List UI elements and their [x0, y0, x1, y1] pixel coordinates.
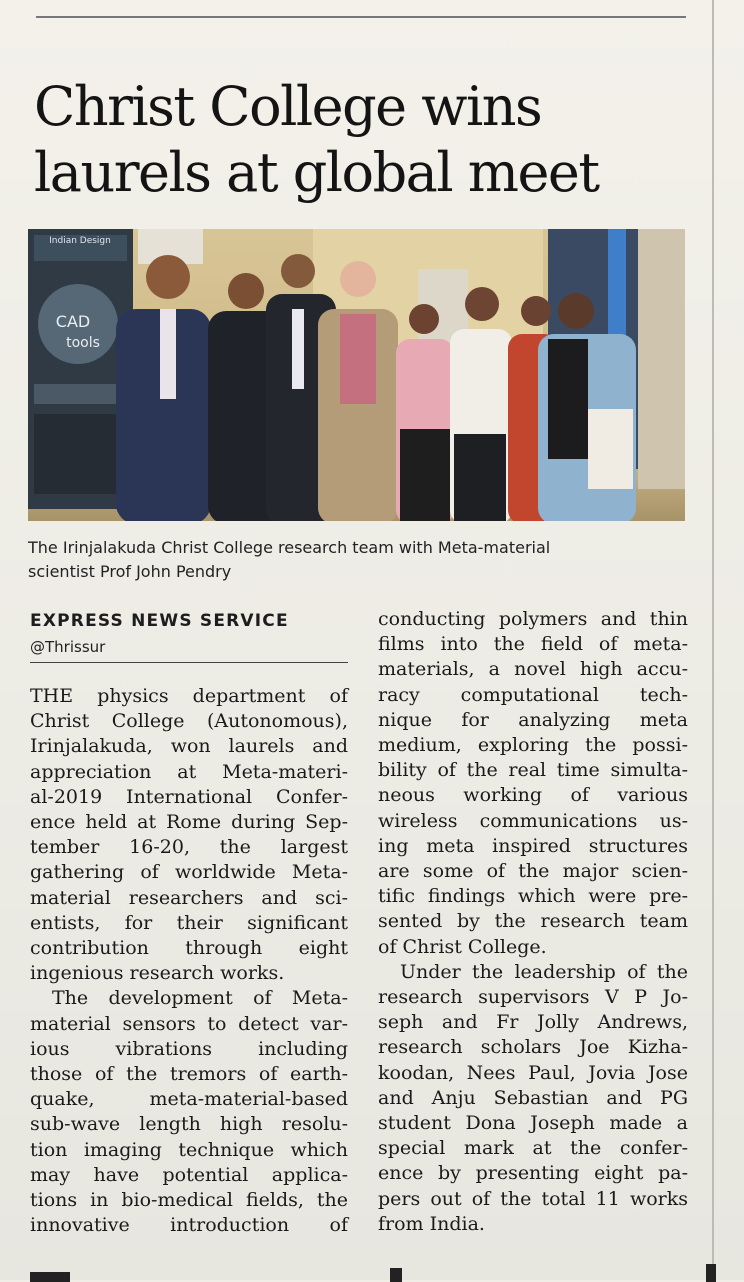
- text-line: pers out of the total 11 works: [378, 1187, 688, 1210]
- text-line: gathering of worldwide Meta-: [30, 861, 348, 884]
- text-line: al-2019 International Confer-: [30, 785, 348, 808]
- text-line: sub-wave length high resolu-: [30, 1113, 348, 1136]
- poster-word-tools: tools: [66, 335, 100, 351]
- text-line: material researchers and sci-: [30, 886, 348, 909]
- paragraph-1: [30, 684, 348, 986]
- text-line: Under the leadership of the: [400, 960, 688, 983]
- text-line: contribution through eight: [30, 937, 348, 960]
- text-line: films into the field of meta-: [378, 633, 688, 656]
- caption-line-1: The Irinjalakuda Christ College research team with Meta-material: [28, 538, 551, 557]
- news-photo: [28, 229, 685, 521]
- text-line: nique for analyzing meta: [378, 708, 688, 731]
- text-line: ingenious research works.: [30, 962, 285, 985]
- text-line: neous working of various: [378, 784, 688, 807]
- article-column-2: [378, 607, 688, 1237]
- article-column-1: [30, 684, 348, 1238]
- group-photo-illustration: [28, 229, 685, 521]
- text-line: bility of the real time simulta-: [378, 759, 688, 782]
- paragraph-2: [30, 986, 348, 1238]
- text-line: ence by presenting eight pa-: [378, 1162, 688, 1185]
- column-divider: [712, 0, 714, 1280]
- text-line: innovative introduction of: [30, 1214, 348, 1237]
- text-line: ious vibrations including: [30, 1037, 348, 1060]
- text-line: The development of Meta-: [52, 987, 348, 1010]
- text-line: research scholars Joe Kizha-: [378, 1036, 688, 1059]
- text-line: tion imaging technique which: [30, 1138, 348, 1161]
- text-line: are some of the major scien-: [378, 860, 688, 883]
- caption-line-2: scientist Prof John Pendry: [28, 562, 232, 581]
- text-line: seph and Fr Jolly Andrews,: [378, 1011, 688, 1034]
- text-line: medium, exploring the possi-: [378, 734, 688, 757]
- text-line: student Dona Joseph made a: [378, 1112, 688, 1135]
- text-line: koodan, Nees Paul, Jovia Jose: [378, 1061, 688, 1084]
- text-line: sented by the research team: [378, 910, 688, 933]
- text-line: research supervisors V P Jo-: [378, 986, 688, 1009]
- text-line: entists, for their significant: [30, 911, 348, 934]
- text-line: tific findings which were pre-: [378, 885, 688, 908]
- text-line: and Anju Sebastian and PG: [378, 1086, 688, 1109]
- text-line: of Christ College.: [378, 935, 547, 958]
- text-line: wireless communications us-: [378, 809, 688, 832]
- text-line: racy computational tech-: [378, 683, 688, 706]
- text-line: from India.: [378, 1212, 485, 1235]
- text-line: tions in bio-medical fields, the: [30, 1189, 348, 1212]
- paragraph-3: [378, 607, 688, 960]
- text-line: tember 16-20, the largest: [30, 836, 348, 859]
- cutoff-shapes: [30, 1262, 720, 1282]
- headline-line-1: Christ College wins: [34, 75, 542, 139]
- text-line: materials, a novel high accu-: [378, 658, 688, 681]
- text-line: ence held at Rome during Sep-: [30, 811, 348, 834]
- text-line: Christ College (Autonomous),: [30, 710, 348, 733]
- text-line: conducting polymers and thin: [378, 608, 688, 630]
- paragraph-4: [378, 960, 688, 1237]
- text-line: material sensors to detect var-: [30, 1012, 348, 1035]
- text-line: Irinjalakuda, won laurels and: [30, 735, 348, 758]
- top-rule: [36, 16, 686, 18]
- poster-word-cad: CAD: [55, 312, 91, 331]
- poster-title: Indian Design: [49, 236, 111, 246]
- photo-caption: [28, 536, 668, 584]
- text-line: ing meta inspired structures: [378, 834, 688, 857]
- text-line: appreciation at Meta-materi-: [30, 760, 348, 783]
- byline-rule: [30, 662, 348, 663]
- text-line: THE physics department of: [30, 685, 348, 707]
- text-line: quake, meta-material-based: [30, 1088, 348, 1111]
- headline-line-2: laurels at global meet: [34, 141, 599, 205]
- text-line: those of the tremors of earth-: [30, 1063, 348, 1086]
- next-headline-cutoff: [30, 1262, 720, 1282]
- headline: [34, 74, 694, 206]
- text-line: special mark at the confer-: [378, 1137, 688, 1160]
- text-line: may have potential applica-: [30, 1163, 348, 1186]
- byline-location: @Thrissur: [30, 638, 106, 656]
- byline-service: EXPRESS NEWS SERVICE: [30, 611, 289, 631]
